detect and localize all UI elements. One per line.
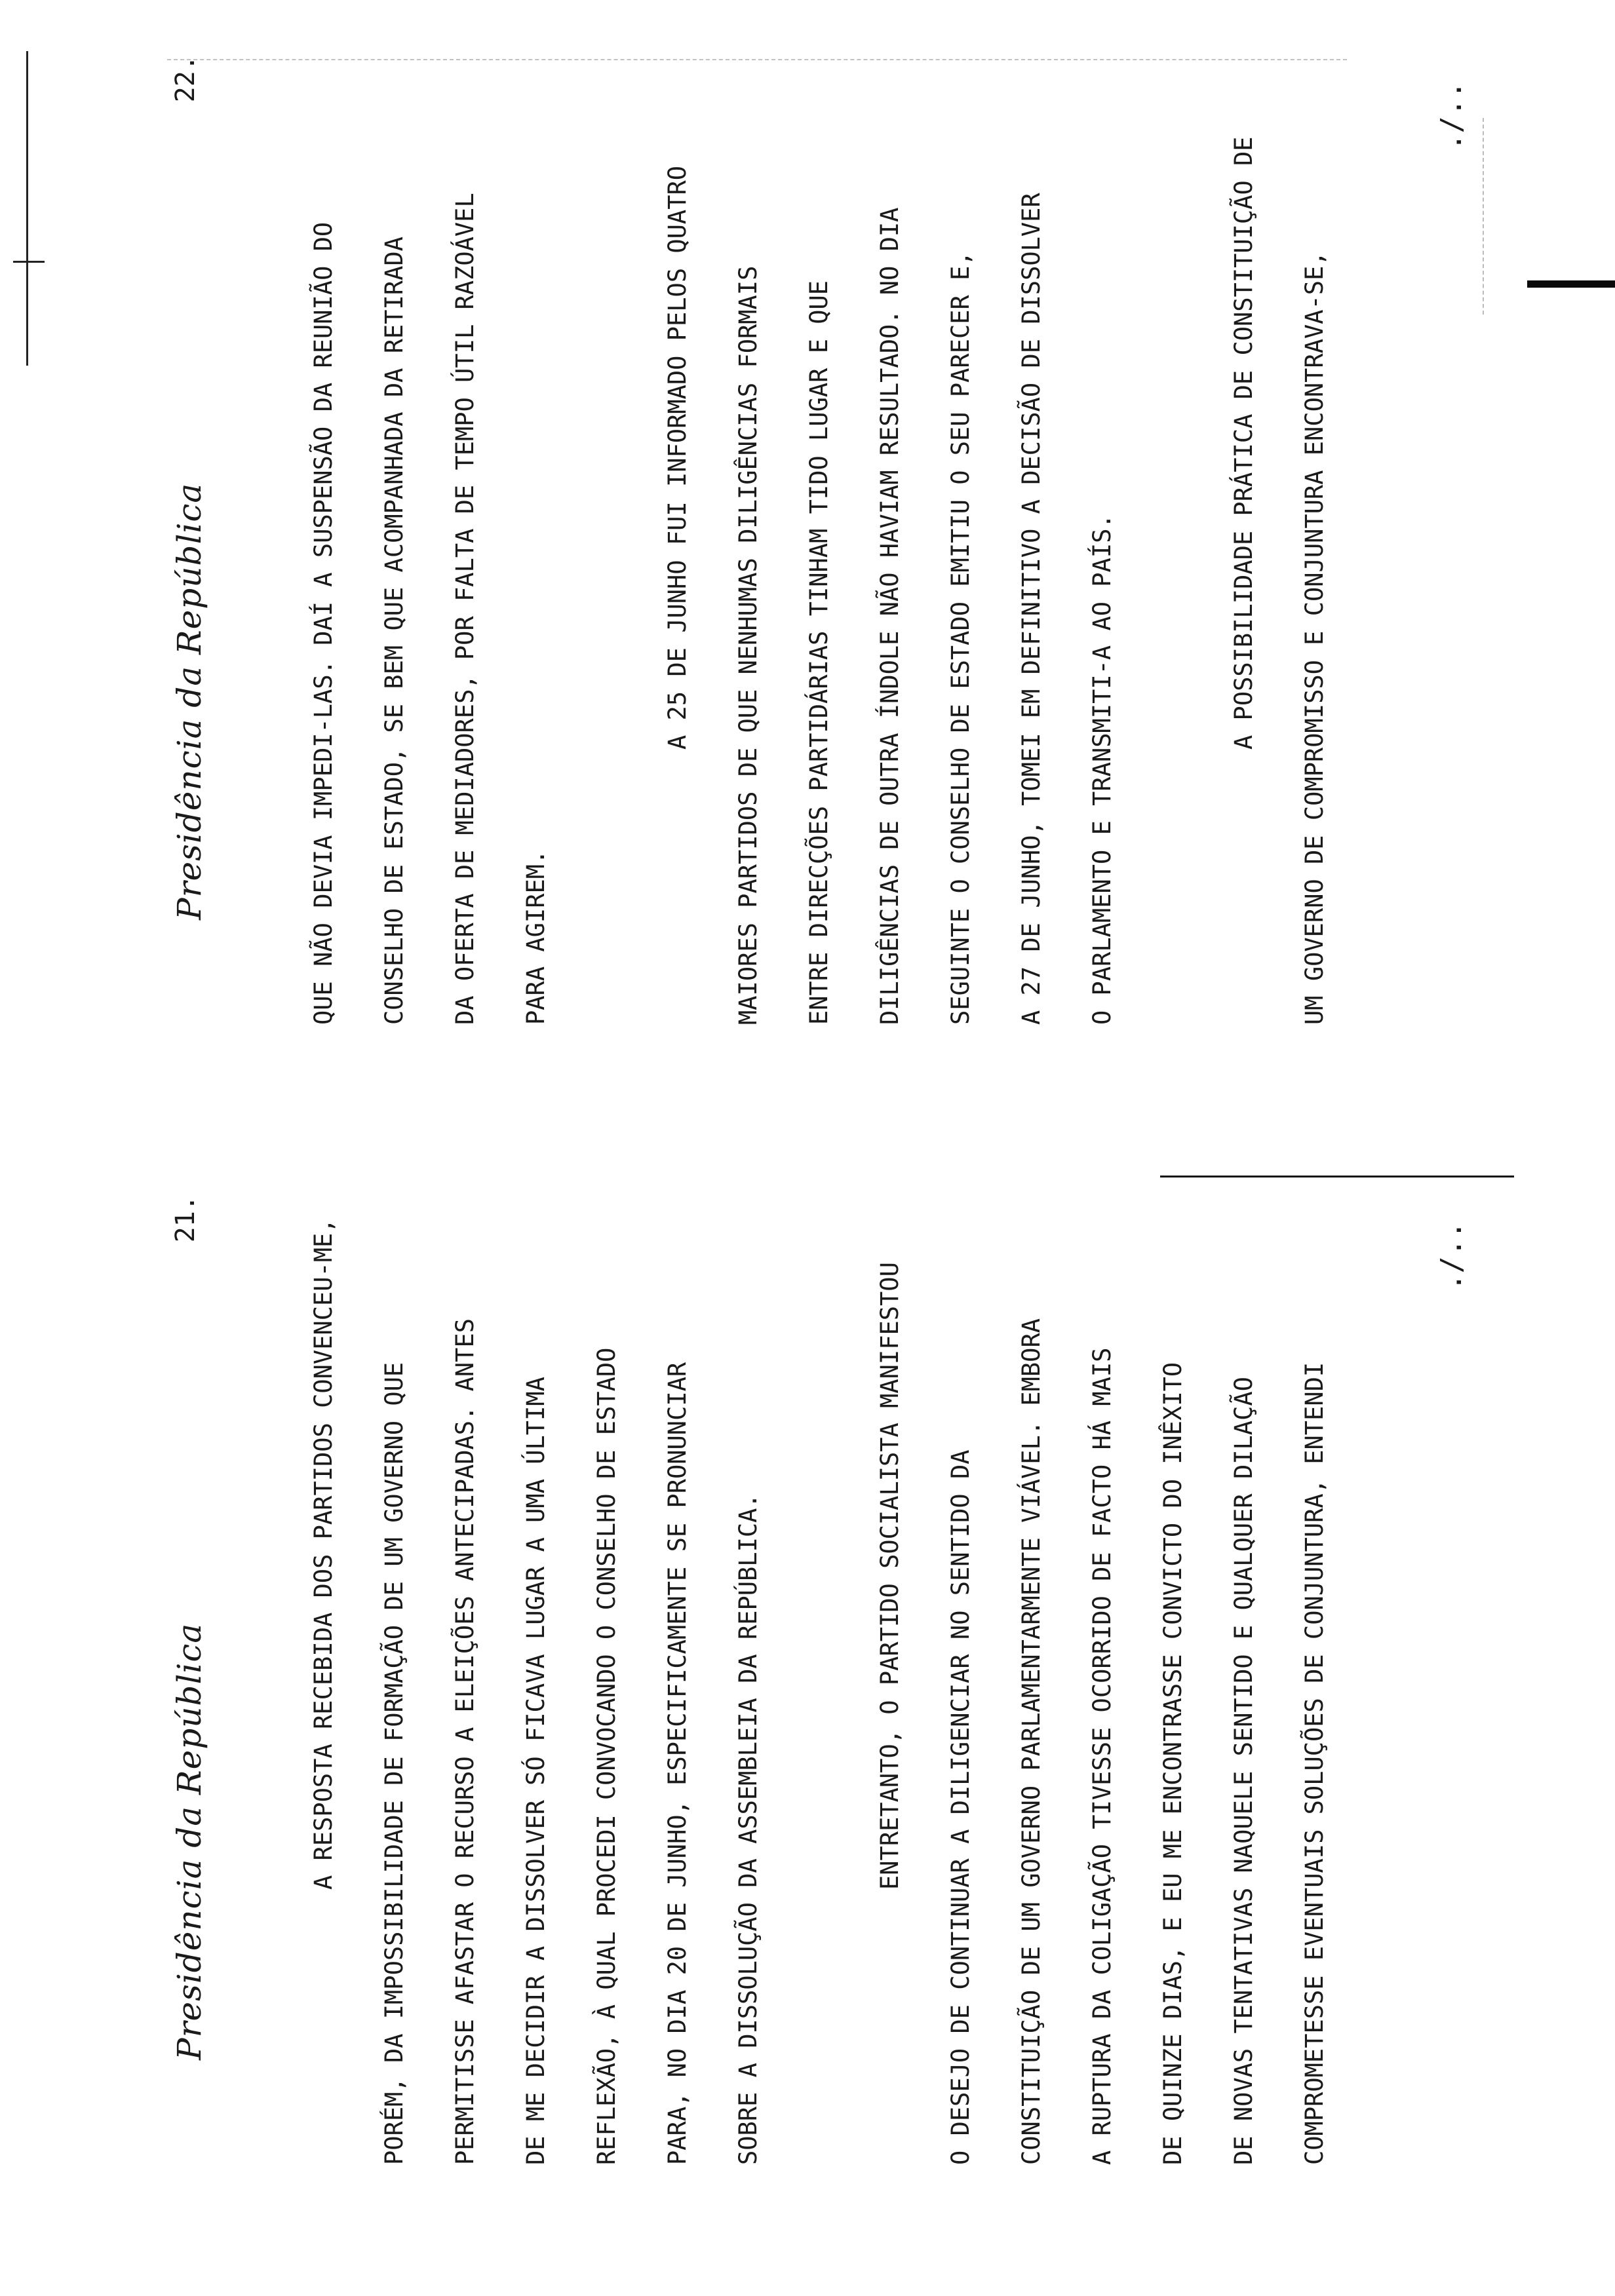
text-line: ENTRETANTO, O PARTIDO SOCIALISTA MANIFESTOU	[876, 1262, 904, 1890]
text-line: UM GOVERNO DE COMPROMISSO E CONJUNTURA ENCONTRAVA-SE,	[1300, 251, 1329, 1025]
text-line: A 25 DE JUNHO FUI INFORMADO PELOS QUATRO	[663, 165, 691, 750]
text-line: DILIGÊNCIAS DE OUTRA ÍNDOLE NÃO HAVIAM RESULTADO. NO DIA	[876, 207, 904, 1025]
text-line: CONSELHO DE ESTADO, SE BEM QUE ACOMPANHADA DA RETIRADA	[380, 237, 408, 1025]
text-line: REFLEXÃO, À QUAL PROCEDI CONVOCANDO O CONSELHO DE ESTADO	[593, 1347, 621, 2165]
text-line: MAIORES PARTIDOS DE QUE NENHUMAS DILIGÊNCIAS FORMAIS	[734, 265, 762, 1025]
continuation-mark: ./..	[1435, 81, 1468, 151]
text-line: PERMITISSE AFASTAR O RECURSO A ELEIÇÕES ANTECIPADAS. ANTES	[451, 1318, 479, 2165]
text-line: DE NOVAS TENTATIVAS NAQUELE SENTIDO E QUALQUER DILAÇÃO	[1230, 1377, 1258, 2165]
page-number: 22.	[170, 55, 201, 103]
text-line: A RESPOSTA RECEBIDA DOS PARTIDOS CONVENCEU-ME,	[309, 1218, 338, 1890]
continuation-mark: ./..	[1435, 1221, 1468, 1291]
paragraph-gap	[1138, 55, 1209, 1025]
text-line: SOBRE A DISSOLUÇÃO DA ASSEMBLEIA DA REPÚBLICA.	[734, 1493, 762, 2165]
text-line: A 27 DE JUNHO, TOMEI EM DEFINITIVO A DECISÃO DE DISSOLVER	[1017, 193, 1045, 1025]
paragraph-gap	[784, 1195, 855, 2165]
text-line: PORÉM, DA IMPOSSIBILIDADE DE FORMAÇÃO DE UM GOVERNO QUE	[380, 1362, 408, 2165]
page-header	[151, 1195, 243, 2165]
text-line: A RUPTURA DA COLIGAÇÃO TIVESSE OCORRIDO DE FACTO HÁ MAIS	[1088, 1347, 1116, 2165]
text-line: DE ME DECIDIR A DISSOLVER SÓ FICAVA LUGAR A UMA ÚLTIMA	[522, 1377, 550, 2165]
text-line: O DESEJO DE CONTINUAR A DILIGENCIAR NO SENTIDO DA	[946, 1449, 975, 2165]
page-header	[151, 55, 243, 1025]
text-line: PARA AGIREM.	[522, 849, 550, 1025]
text-line: CONSTITUIÇÃO DE UM GOVERNO PARLAMENTARMENTE VIÁVEL. EMBORA	[1017, 1318, 1045, 2165]
paragraph-gap	[572, 55, 642, 1025]
text-line: SEGUINTE O CONSELHO DE ESTADO EMITIU O SEU PARECER E,	[946, 251, 975, 1025]
text-line: QUE NÃO DEVIA IMPEDI-LAS. DAÍ A SUSPENSÃO DA REUNIÃO DO	[309, 221, 338, 1025]
text-line: PARA, NO DIA 20 DE JUNHO, ESPECIFICAMENTE SE PRONUNCIAR	[663, 1362, 691, 2165]
right-page	[151, 55, 1527, 1025]
text-line: ENTRE DIRECÇÕES PARTIDÁRIAS TINHAM TIDO LUGAR E QUE	[805, 280, 833, 1025]
body-text	[288, 55, 1350, 1025]
text-line: A POSSIBILIDADE PRÁTICA DE CONSTITUIÇÃO DE	[1230, 136, 1258, 750]
left-page	[151, 1195, 1527, 2165]
page-number: 21.	[170, 1195, 201, 1243]
text-line: O PARLAMENTO E TRANSMITI-A AO PAÍS.	[1088, 514, 1116, 1025]
text-line: DE QUINZE DIAS, E EU ME ENCONTRASSE CONVICTO DO INÊXITO	[1159, 1362, 1187, 2165]
text-line: COMPROMETESSE EVENTUAIS SOLUÇÕES DE CONJUNTURA, ENTENDI	[1300, 1362, 1329, 2165]
body-text	[288, 1195, 1350, 2165]
text-line: DA OFERTA DE MEDIADORES, POR FALTA DE TEMPO ÚTIL RAZOÁVEL	[451, 193, 479, 1025]
letterhead: Presidência da República	[170, 1622, 208, 2060]
letterhead: Presidência da República	[170, 482, 208, 920]
